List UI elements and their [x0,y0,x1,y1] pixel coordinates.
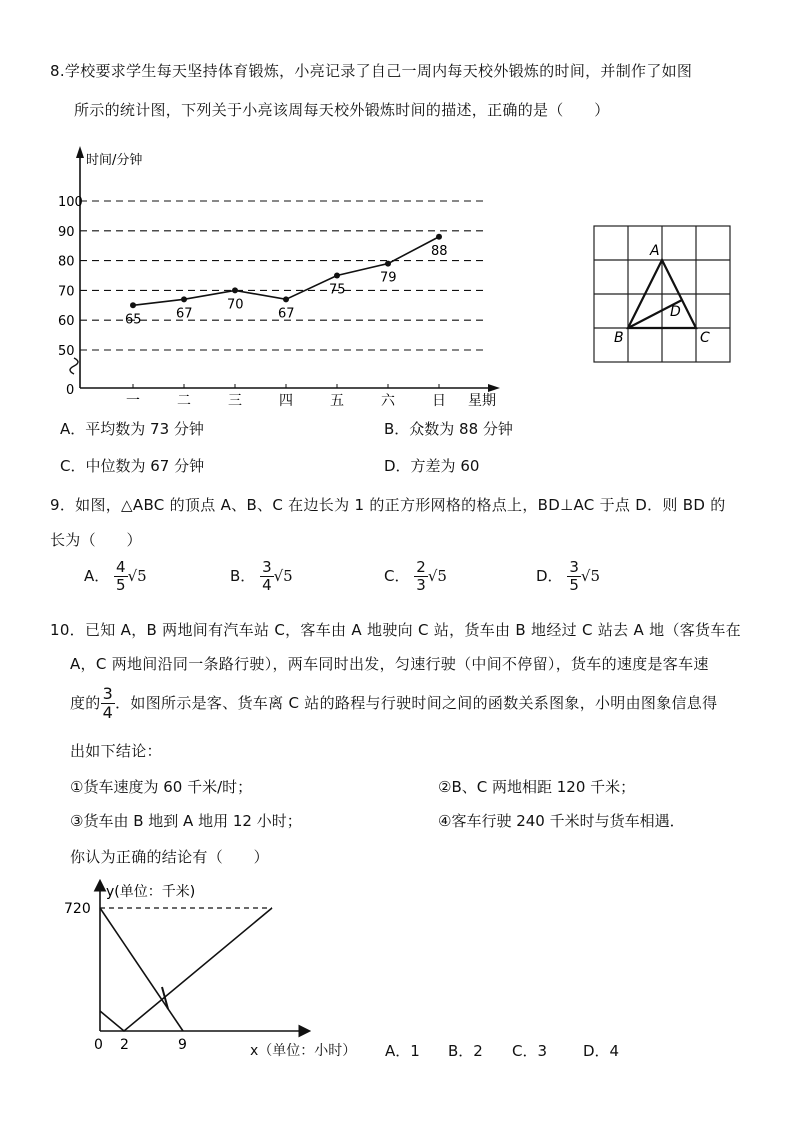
q10-option-b: B．2 [448,1042,483,1060]
chart-data-label: 79 [380,270,397,286]
q10-conclusion-2: ②B、C 两地相距 120 千米； [438,778,636,796]
q8-line1: 8.学校要求学生每天坚持体育锻炼，小亮记录了自己一周内每天校外锻炼的时间，并制作了如图 [50,62,693,80]
q10-line4: 出如下结论： [70,742,162,760]
chart-point [130,302,136,308]
graph-xlabel: x（单位：小时） [250,1043,357,1059]
chart-xtick-label: 日 [432,393,446,409]
chart-point [232,287,238,293]
q10-option-a: A．1 [385,1042,420,1060]
q9-line1: 9．如图，△ABC 的顶点 A、B、C 在边长为 1 的正方形网格的格点上，BD⊥AC 于点 D．则 BD 的 [50,496,726,514]
chart-origin-label: 0 [66,383,75,398]
chart-layer [58,146,500,409]
chart-xlabel: 星期 [468,393,496,409]
q10-option-d: D．4 [583,1042,620,1060]
graph-720-label: 720 [64,901,91,917]
chart-data-label: 75 [329,282,346,298]
chart-data-label: 67 [176,306,193,322]
chart-data-label: 65 [125,312,142,328]
chart-data-label: 88 [431,243,448,259]
chart-point [283,296,289,302]
chart-ytick-label: 70 [58,284,75,300]
truck-line [100,908,272,1031]
chart-point [334,273,340,279]
chart-point [181,296,187,302]
q10-line2: A，C 两地间沿同一条路行驶），两车同时出发，匀速行驶（中间不停留），货车的速度是客车速 [70,655,709,673]
q8-line2: 所示的统计图，下列关于小亮该周每天校外锻炼时间的描述，正确的是（ ） [74,101,610,119]
label-c: C [700,330,710,346]
distance-time-graph [50,876,380,1061]
q8-option-d: D．方差为 60 [384,457,480,475]
q9-option-d: D． $\frac{3}{5}$ √5 [536,558,600,594]
q8-option-b: B．众数为 88 分钟 [384,420,513,438]
chart-ytick-label: 80 [58,254,75,270]
chart-data-label: 70 [227,297,244,313]
label-b: B [614,330,624,346]
chart-data-label: 67 [278,306,295,322]
q10-conclusion-4: ④客车行驶 240 千米时与货车相遇． [438,812,685,830]
chart-xtick-label: 三 [228,393,242,409]
q8-option-c: C．中位数为 67 分钟 [60,457,205,475]
chart-ytick-label: 60 [58,314,75,330]
graph-x2-label: 2 [120,1037,129,1053]
chart-point [385,261,391,267]
chart-axis-break [70,358,78,374]
chart-xtick-label: 六 [381,393,395,409]
q10-ask: 你认为正确的结论有（ ） [70,848,269,866]
q10-conclusion-1: ①货车速度为 60 千米/时； [70,778,253,796]
q10-line3: 度的 $\frac{3}{4}$ ．如图所示是客、货车离 C 站的路程与行驶时间之间的函数关系图象，小明由图象信息得 [70,684,718,722]
chart-ytick-label: 50 [58,344,75,359]
graph-origin-label: 0 [94,1037,103,1053]
graph-ylabel: y(单位：千米) [106,884,196,900]
q8-option-a: A．平均数为 73 分钟 [60,420,204,438]
q9-line2: 长为（ ） [50,531,142,549]
label-a: A [650,243,660,259]
chart-y-arrow [76,146,84,158]
chart-xtick-label: 一 [126,393,140,409]
exercise-line-chart [40,140,510,410]
bus-line [100,908,183,1031]
chart-xtick-label: 二 [177,393,191,409]
chart-xtick-label: 五 [330,393,344,409]
chart-ytick-label: 90 [58,224,75,240]
grid-triangle-figure [590,222,740,372]
q9-option-b: B． $\frac{3}{4}$ √5 [230,558,293,594]
chart-point [436,234,442,240]
label-d: D [670,304,681,320]
chart-x-arrow [488,384,500,392]
chart-ylabel: 时间/分钟 [86,153,143,168]
q9-option-a: A． $\frac{4}{5}$ √5 [84,558,147,594]
q9-option-c: C． $\frac{2}{3}$ √5 [384,558,447,594]
q10-line1: 10．已知 A，B 两地间有汽车站 C，客车由 A 地驶向 C 站，货车由 B 地经过 C 站去 A 地（客货车在 [50,621,741,639]
graph-x9-label: 9 [178,1037,187,1053]
q10-conclusion-3: ③货车由 B 地到 A 地用 12 小时； [70,812,302,830]
chart-xtick-label: 四 [279,393,293,409]
q10-option-c: C．3 [512,1042,548,1060]
chart-ytick-label: 100 [58,195,83,210]
